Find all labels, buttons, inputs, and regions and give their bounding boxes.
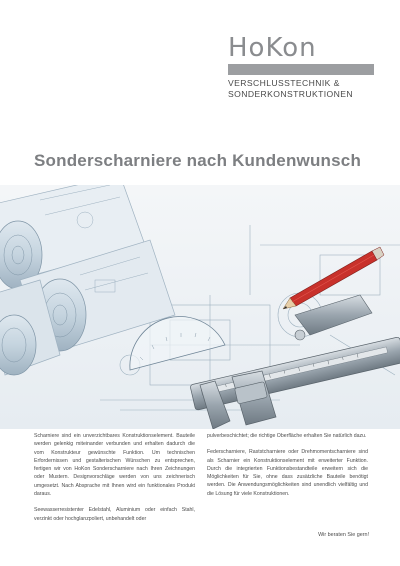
logo-tagline-line-2: SONDERKONSTRUKTIONEN [228,89,353,99]
logo-tagline-line-1: VERSCHLUSSTECHNIK & [228,78,340,88]
page-headline: Sonderscharniere nach Kundenwunsch [34,151,362,170]
body-paragraph: Seewasserresistenter Edelstahl, Aluminium oder einfach Stahl, verzinkt oder hochglanzpoliert, unbehandelt oder [34,507,195,522]
body-paragraph: pulverbeschichtet; die richtige Oberfläche erhalten Sie natürlich dazu. [207,433,367,439]
body-column-right [207,432,368,506]
sign-off-text: Wir beraten Sie gern! [318,532,369,538]
logo-tagline [228,78,374,100]
logo-bar [228,64,374,75]
body-column-left [34,432,195,531]
hero-photo [0,185,400,429]
body-paragraph: Federscharniere, Raststcharniere oder Drehmomentscharniere sind als Scharnier ein Konstruktionselement mit erweiterter Funktion. Durch die integrierten Funktionsbestandteile erweitern sich die Möglichkeiten für Sie, ohne dass zusätzliche Bauteile benötigt werden. Die Anwendungsmöglichkeiten sind unendlich vielfältig und die Lösung für viele Konstruktionen. [207,449,368,497]
logo-wordmark: HoKon [228,33,317,63]
blueprint-illustration [0,185,400,429]
company-logo [228,34,374,100]
body-paragraph: Scharniere sind ein unverzichtbares Konstruktionselement. Bauteile werden gelenkig miteinander verbunden und erhalten dadurch die vom Konstrukteur gewünschte Funktion. Um technischen Erfordernissen und gestalterischen Wünschen zu entsprechen, fertigen wir von HoKon Sonderscharniere nach Ihren Zeichnungen oder Mustern. Designvorschläge werden von uns zeichnerisch umgesetzt. Nach Absprache mit Ihnen wird ein funktionales Produkt daraus. [34,433,195,498]
